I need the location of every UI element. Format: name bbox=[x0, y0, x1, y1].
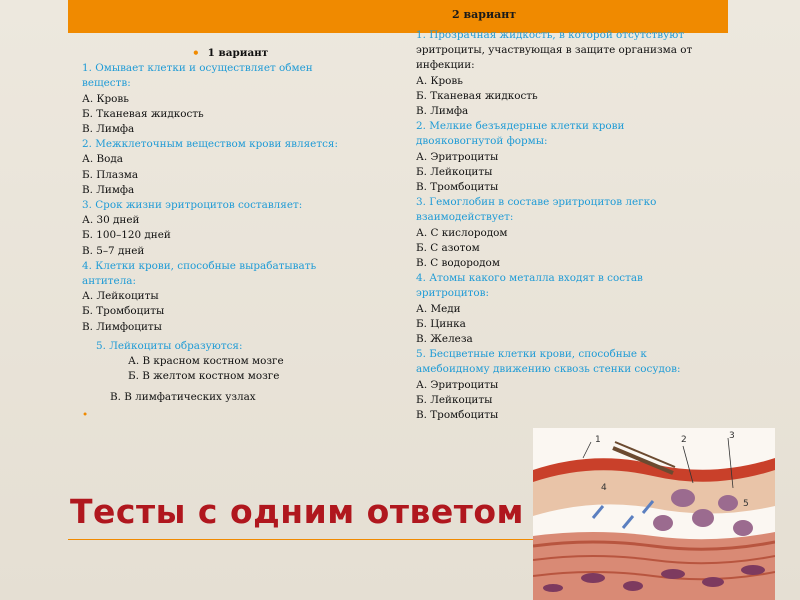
variant2-line: 2. Мелкие безъядерные клетки крови bbox=[416, 120, 625, 133]
variant2-line: инфекции: bbox=[416, 59, 475, 72]
variant2-line: эритроциты, участвующая в защите организма от bbox=[416, 44, 693, 57]
variant1-line: Б. Плазма bbox=[82, 168, 139, 181]
variant1-q5-c: В. В лимфатических узлах bbox=[110, 391, 256, 404]
variant1-line: А. Вода bbox=[82, 153, 123, 166]
variant2-line: В. Лимфа bbox=[416, 105, 469, 118]
variant2-line: 5. Бесцветные клетки крови, способные к bbox=[416, 348, 647, 361]
empty-bullet-icon: • bbox=[82, 408, 89, 421]
variant2-spacer bbox=[416, 14, 736, 28]
variant2-line: А. С кислородом bbox=[416, 226, 508, 239]
variant1-questions bbox=[82, 61, 382, 335]
variant2-line: 1. Прозрачная жидкость, в которой отсутствуют bbox=[416, 29, 685, 41]
variant1-line: Б. Тканевая жидкость bbox=[82, 107, 204, 120]
variant2-line: А. Меди bbox=[416, 302, 461, 315]
illustration-label-1: 1 bbox=[595, 435, 601, 445]
variant1-title: 1 вариант bbox=[207, 47, 269, 59]
variant2-line: Б. Тканевая жидкость bbox=[416, 89, 538, 102]
variant2-line: 4. Атомы какого металла входят в состав bbox=[416, 272, 643, 285]
variant2-line: В. Тромбоциты bbox=[416, 181, 499, 194]
variant1-line: 4. Клетки крови, способные вырабатывать bbox=[82, 259, 317, 272]
illustration-label-3: 3 bbox=[729, 431, 735, 441]
illustration-label-4: 4 bbox=[601, 483, 607, 493]
slide-title: Тесты с одним ответом bbox=[70, 492, 525, 531]
illustration-label-5: 5 bbox=[743, 499, 749, 509]
variant2-line: Б. Лейкоциты bbox=[416, 393, 493, 406]
variant2-title: 2 вариант bbox=[452, 8, 517, 21]
variant1-line: веществ: bbox=[82, 77, 131, 90]
variant2-line: взаимодействует: bbox=[416, 211, 514, 224]
bullet-icon: • bbox=[192, 46, 200, 60]
variant2-questions bbox=[416, 28, 736, 423]
variant2-line: А. Эритроциты bbox=[416, 150, 499, 163]
variant1-line: А. Кровь bbox=[82, 92, 129, 105]
illustration-label-2: 2 bbox=[681, 435, 687, 445]
variant1-line: 3. Срок жизни эритроцитов составляет: bbox=[82, 199, 303, 212]
leukocyte-diapedesis-illustration bbox=[533, 428, 775, 600]
variant1-q5-a: А. В красном костном мозге bbox=[128, 355, 284, 368]
variant1-q5-b: Б. В желтом костном мозге bbox=[128, 370, 280, 383]
variant2-line: В. Железа bbox=[416, 333, 473, 346]
variant1-line: В. Лимфоциты bbox=[82, 320, 162, 333]
capillary-illustration bbox=[533, 428, 775, 600]
variant2-line: А. Кровь bbox=[416, 74, 463, 87]
variant1-line: 2. Межклеточным веществом крови является: bbox=[82, 138, 338, 151]
variant1-line: А. Лейкоциты bbox=[82, 290, 159, 303]
variant2-line: двояковогнутой формы: bbox=[416, 135, 548, 148]
variant2-line: Б. Лейкоциты bbox=[416, 165, 493, 178]
variant1-heading bbox=[82, 46, 382, 61]
variant2-line: В. Тромбоциты bbox=[416, 409, 499, 422]
variant1-line: В. Лимфа bbox=[82, 183, 135, 196]
variant1-line: Б. Тромбоциты bbox=[82, 305, 165, 318]
variant2-line: Б. Цинка bbox=[416, 317, 466, 330]
variant2-line: А. Эритроциты bbox=[416, 378, 499, 391]
variant1-line: В. 5–7 дней bbox=[82, 244, 145, 257]
variant1-q5: 5. Лейкоциты образуются: bbox=[96, 339, 243, 352]
variant2-line: 3. Гемоглобин в составе эритроцитов легко bbox=[416, 196, 657, 209]
variant1-line: 1. Омывает клетки и осуществляет обмен bbox=[82, 62, 313, 75]
variant2-line: амебоидному движению сквозь стенки сосудов: bbox=[416, 363, 681, 376]
variant2-line: Б. С азотом bbox=[416, 241, 480, 254]
variant1-line: А. 30 дней bbox=[82, 214, 140, 227]
variant1-line: антитела: bbox=[82, 275, 136, 288]
variant1-line: В. Лимфа bbox=[82, 123, 135, 136]
variant1-line: Б. 100–120 дней bbox=[82, 229, 171, 242]
variant2-line: В. С водородом bbox=[416, 257, 500, 270]
variant2-line: эритроцитов: bbox=[416, 287, 490, 300]
variant2-column bbox=[416, 14, 736, 423]
variant1-column bbox=[82, 46, 382, 423]
